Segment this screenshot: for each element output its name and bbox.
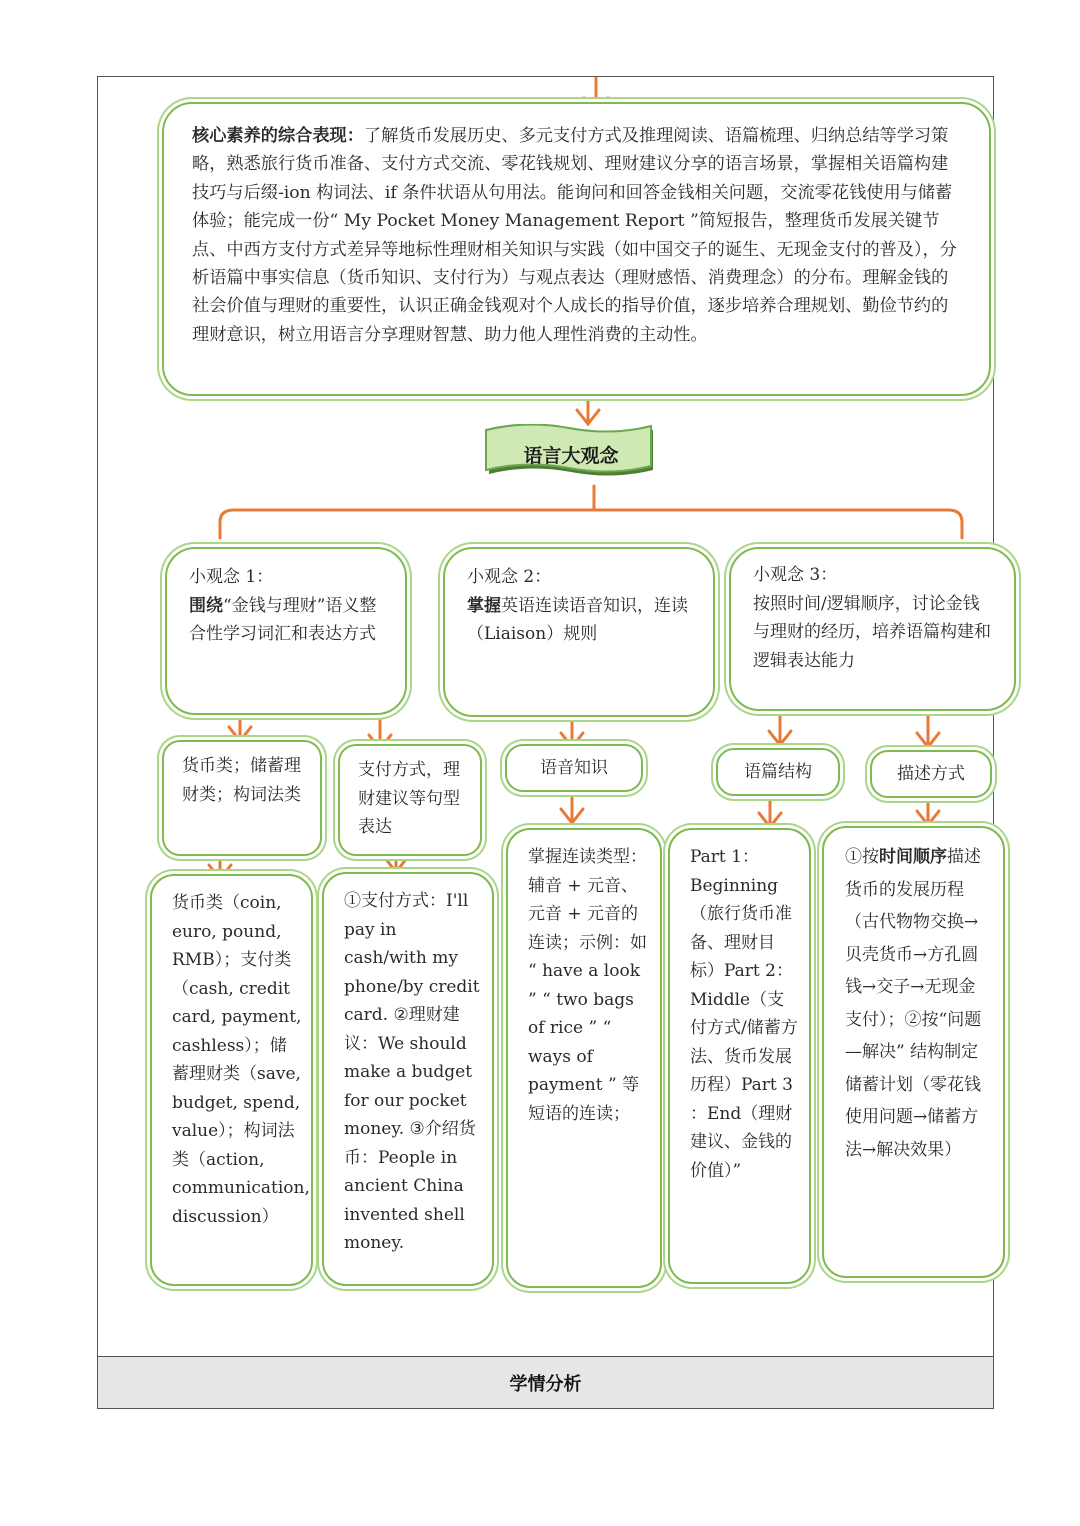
category-vocab-box	[162, 740, 322, 856]
detail-vocab-box	[150, 874, 313, 1286]
detail-description-bold: 时间顺序	[879, 847, 947, 867]
core-title: 核心素养的综合表现：	[192, 126, 364, 146]
detail-structure-box	[668, 828, 811, 1284]
idea-2-lead: 掌握	[467, 595, 501, 616]
idea-3-box	[729, 547, 1016, 711]
idea-1-heading: 小观念 1：	[189, 567, 274, 587]
detail-phonetics-text: 掌握连读类型：辅音 + 元音、元音 + 元音的连读；示例：如 “ have a look ” “ two bags of rice ” “ ways of payment ” 等短语的连读；	[528, 847, 647, 1124]
idea-3-body: 按照时间/逻辑顺序，讨论金钱与理财的经历，培养语篇构建和逻辑表达能力	[753, 593, 991, 671]
category-vocab-label: 货币类；储蓄理财类；构词法类	[182, 756, 301, 805]
idea-2-body: 英语连读语音知识，连读（Liaison）规则	[467, 595, 688, 644]
idea-1-body: “金钱与理财”语义整合性学习词汇和表达方式	[189, 595, 377, 644]
core-competency-box	[162, 102, 991, 396]
idea-2-box	[443, 547, 715, 717]
category-payment-label: 支付方式，理财建议等句型表达	[358, 760, 460, 837]
detail-payment-text: ①支付方式：I'll pay in cash/with my phone/by credit card. ②理财建议：We should make a budget for our pocket money. ③介绍货币：People in ancient China invented shell money.	[344, 891, 480, 1253]
category-description-box	[870, 750, 992, 798]
student-analysis-header	[97, 1356, 994, 1409]
detail-description-lead: ①按	[845, 847, 879, 867]
category-structure-label: 语篇结构	[744, 761, 812, 782]
student-analysis-label: 学情分析	[509, 1373, 582, 1395]
idea-3-heading: 小观念 3：	[753, 565, 838, 585]
detail-vocab-text: 货币类（coin, euro, pound, RMB）；支付类（cash, credit card, payment, cashless）；储蓄理财类（save, budget, spend, value）；构词法类（action, communication, discussion）	[172, 893, 310, 1227]
idea-1-box	[165, 547, 407, 715]
idea-2-heading: 小观念 2：	[467, 567, 552, 587]
category-phonetics-label: 语音知识	[540, 757, 608, 778]
detail-description-body: 描述货币的发展历程（古代物物交换→贝壳货币→方孔圆钱→交子→无现金支付）；②按“问题—解决” 结构制定储蓄计划（零花钱使用问题→储蓄方法→解决效果）	[845, 847, 982, 1160]
detail-payment-box	[322, 872, 494, 1286]
core-body: 了解货币发展历史、多元支付方式及推理阅读、语篇梳理、归纳总结等学习策略，熟悉旅行货币准备、支付方式交流、零花钱规划、理财建议分享的语言场景，掌握相关语篇构建技巧与后缀-ion 构词法、if 条件状语从句用法。能询问和回答金钱相关问题，交流零花钱使用与储蓄体验；能完成一份“ My Pocket Money Management Report ”简短报告，整理货币发展关键节点、中西方支付方式差异等地标性理财相关知识与实践（如中国交子的诞生、无现金支付的普及），分析语篇中事实信息（货币知识、支付行为）与观点表达（理财感悟、消费理念）的分布。理解金钱的社会价值与理财的重要性，认识正确金钱观对个人成长的指导价值，逐步培养合理规划、勤俭节约的理财意识，树立用语言分享理财智慧、助力他人理性消费的主动性。	[192, 126, 957, 345]
category-phonetics-box	[505, 744, 643, 792]
big-idea-label: 语言大观念	[523, 444, 619, 467]
detail-description-box	[822, 826, 1005, 1278]
idea-1-lead: 围绕	[189, 595, 223, 616]
category-payment-box	[338, 744, 482, 856]
detail-phonetics-box	[506, 828, 662, 1288]
core-competency-text	[192, 122, 963, 349]
category-description-label: 描述方式	[897, 763, 965, 784]
detail-structure-text: Part 1：Beginning（旅行货币准备、理财目标）Part 2：Middle（支付方式/储蓄方法、货币发展历程）Part 3 ：End（理财建议、金钱的价值）”	[690, 847, 798, 1181]
detail-description-text	[824, 828, 1003, 1166]
category-structure-box	[716, 748, 840, 796]
